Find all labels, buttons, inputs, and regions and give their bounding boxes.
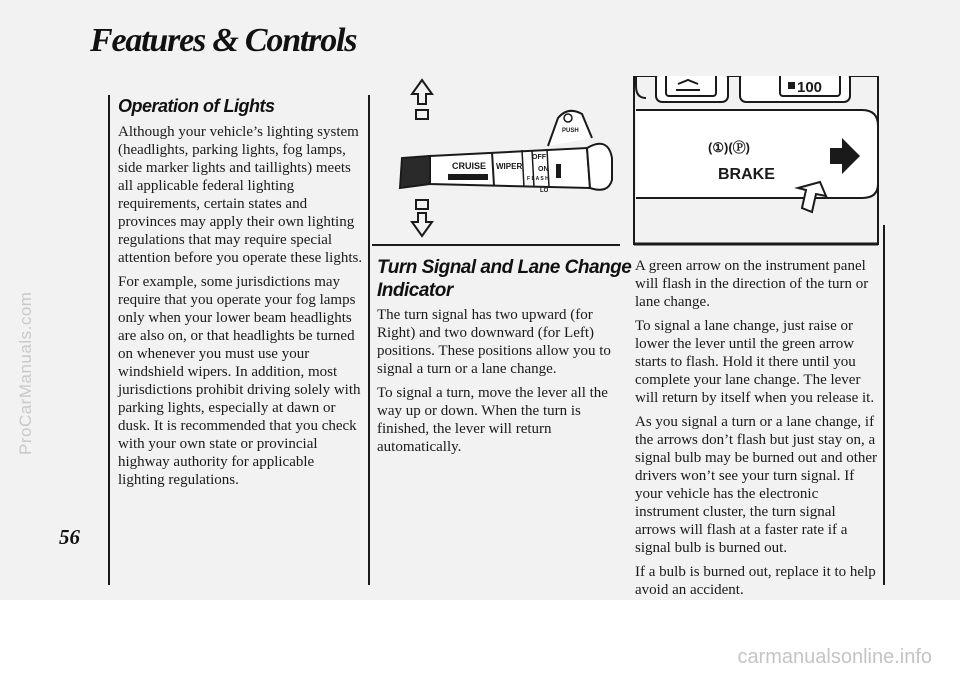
wiper-label: WIPER [496, 162, 523, 171]
arrow-paragraph-2: To signal a lane change, just raise or lower the lever until the green arrow starts to flash. Hold it there until you complete your lane change. The lever will return by itself when you release it. [635, 318, 875, 406]
brake-label: BRAKE [718, 166, 775, 183]
chapter-title: Features & Controls [90, 22, 357, 59]
turn-signal-lever-illustration [372, 76, 620, 248]
page-number: 56 [59, 525, 80, 549]
lights-paragraph-2: For example, some jurisdictions may require that you operate your fog lamps only when your lower beam headlights are also on, or that headlights be turned on whenever you must use your windshield wipers. In addition, most jurisdictions prohibit driving solely with parking lights, especially at dawn or dusk. It is recommended that you check with your own state or provincial highway authority for applicable lighting regulations. [118, 274, 361, 488]
brake-warning-icon: (①)(Ⓟ) [708, 140, 750, 155]
instrument-cluster-illustration [630, 76, 882, 248]
bottom-watermark: carmanualsonline.info [737, 646, 932, 668]
turn-signal-body [377, 306, 617, 462]
arrow-paragraph-1: A green arrow on the instrument panel will flash in the direction of the turn or lane change. [635, 258, 869, 310]
cruise-label: CRUISE [452, 161, 487, 171]
lever-drawing [372, 76, 620, 248]
column-rule-middle [368, 95, 370, 585]
arrow-paragraph-3: As you signal a turn or a lane change, if the arrows don’t flash but just stay on, a signal bulb may be burned out and other drivers won’t see your turn signal. If your vehicle has the electronic instrument cluster, the turn signal arrows will flash at a faster rate if a signal bulb is burned out. [635, 414, 878, 556]
lights-heading: Operation of Lights [118, 96, 275, 116]
odometer-value: 100 [797, 79, 823, 96]
turn-signal-heading-line2: Indicator [377, 280, 453, 301]
turn-paragraph-1: The turn signal has two upward (for Right) and two downward (for Left) positions. These positions allow you to signal a turn or a lane change. [377, 307, 611, 377]
arrow-paragraph-4: If a bulb is burned out, replace it to help avoid an accident. [635, 564, 876, 598]
lights-paragraph-1: Although your vehicle’s lighting system (headlights, parking lights, fog lamps, side marker lights and taillights) meets all applicable federal lighting requirements, certain states and provinces may apply their own lighting regulations that may require special attention before you operate these lights. [118, 124, 363, 266]
flash-label: F L A S H [527, 176, 549, 182]
turn-signal-heading-line1: Turn Signal and Lane Change [377, 257, 632, 278]
turn-paragraph-2: To signal a turn, move the lever all the way up or down. When the turn is finished, the lever will return automatically. [377, 385, 608, 455]
push-label: PUSH [562, 128, 579, 134]
column-rule-right [883, 225, 885, 585]
lights-body [118, 123, 363, 495]
lo-label: LO [540, 188, 549, 194]
on-label: ON [538, 166, 549, 173]
column-rule-left [108, 95, 110, 585]
off-label: OFF [532, 154, 546, 161]
side-watermark: ProCarManuals.com [16, 291, 35, 455]
arrow-body [635, 257, 880, 605]
